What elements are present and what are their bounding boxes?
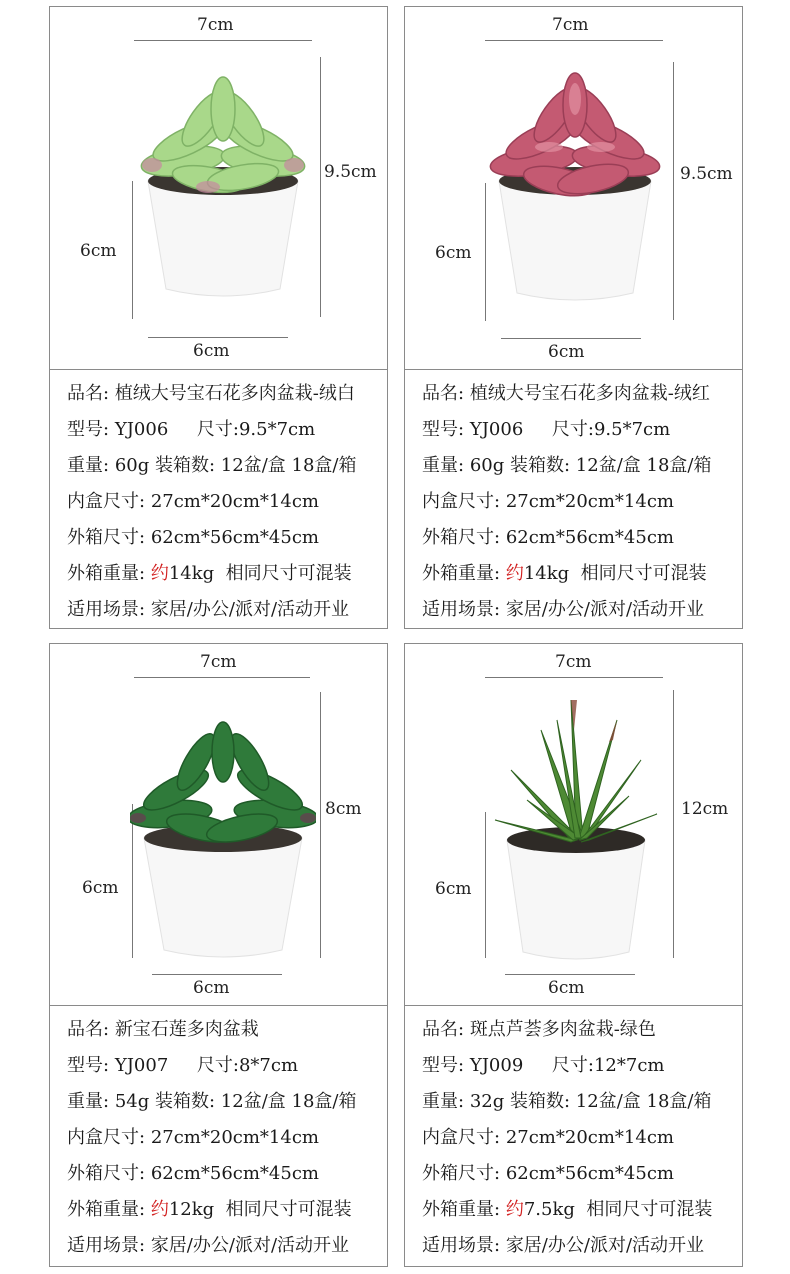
product-name: 新宝石莲多肉盆栽 [114, 1019, 259, 1040]
model-label: 型号: [67, 1055, 110, 1076]
name-label: 品名: [422, 383, 465, 404]
weight-label: 重量: [67, 1091, 110, 1112]
scene-value: 家居/办公/派对/活动开业 [505, 1235, 705, 1256]
succulent-plant-image [489, 69, 661, 305]
scene-value: 家居/办公/派对/活动开业 [150, 599, 350, 620]
model-value: YJ009 [469, 1055, 524, 1076]
spec-outer-weight [422, 1192, 742, 1228]
product-name: 植绒大号宝石花多肉盆栽-绒红 [469, 383, 710, 404]
product-card-3 [49, 643, 388, 1267]
approx-mark: 约 [150, 563, 169, 584]
spec-name [422, 376, 742, 412]
spec-scene [67, 592, 387, 628]
spec-model [67, 1048, 387, 1084]
size-value: 12*7cm [593, 1055, 665, 1076]
product-photo [405, 644, 742, 1006]
size-label: 尺寸: [196, 419, 239, 440]
spec-list [405, 370, 742, 628]
spec-inner-box [67, 1120, 387, 1156]
scene-label: 适用场景: [67, 1235, 146, 1256]
scene-value: 家居/办公/派对/活动开业 [150, 1235, 350, 1256]
weight-value: 32g [469, 1091, 505, 1112]
dim-side: 12cm [681, 799, 729, 819]
product-card-2 [404, 6, 743, 629]
inner-value: 27cm*20cm*14cm [150, 1127, 319, 1148]
dim-top-line [134, 677, 310, 678]
dim-bottom-line [148, 337, 288, 338]
outer-weight-label: 外箱重量: [67, 563, 146, 584]
dim-top-line [134, 40, 312, 41]
scene-label: 适用场景: [422, 599, 501, 620]
approx-mark: 约 [150, 1199, 169, 1220]
outer-weight-value: 12kg [168, 1199, 215, 1220]
spec-weight [67, 448, 387, 484]
outer-weight-label: 外箱重量: [422, 563, 501, 584]
model-value: YJ006 [469, 419, 524, 440]
weight-value: 54g [114, 1091, 150, 1112]
mix-note: 相同尺寸可混装 [586, 1199, 713, 1220]
spec-name [67, 376, 387, 412]
product-photo [50, 644, 387, 1006]
dim-left: 6cm [435, 243, 472, 263]
model-label: 型号: [422, 1055, 465, 1076]
aloe-plant-image [491, 690, 661, 964]
pack-label: 装箱数: [509, 1091, 571, 1112]
spec-inner-box [67, 484, 387, 520]
succulent-plant-image [130, 718, 316, 964]
name-label: 品名: [67, 383, 110, 404]
outer-weight-value: 7.5kg [523, 1199, 575, 1220]
spec-list [50, 370, 387, 628]
spec-list [405, 1006, 742, 1266]
name-label: 品名: [67, 1019, 110, 1040]
spec-weight [67, 1084, 387, 1120]
dim-side: 9.5cm [680, 164, 733, 184]
spec-list [50, 1006, 387, 1266]
spec-inner-box [422, 484, 742, 520]
outer-value: 62cm*56cm*45cm [505, 1163, 674, 1184]
mix-note: 相同尺寸可混装 [225, 563, 352, 584]
weight-value: 60g [114, 455, 150, 476]
pack-value: 12盆/盒 18盒/箱 [575, 1091, 712, 1112]
weight-label: 重量: [422, 455, 465, 476]
approx-mark: 约 [505, 1199, 524, 1220]
size-value: 8*7cm [238, 1055, 299, 1076]
spec-weight [422, 1084, 742, 1120]
spec-outer-box [67, 520, 387, 556]
dim-side-line [673, 690, 674, 958]
size-label: 尺寸: [196, 1055, 239, 1076]
model-label: 型号: [67, 419, 110, 440]
spec-weight [422, 448, 742, 484]
dim-left-line [485, 812, 486, 958]
dim-bottom-line [152, 974, 282, 975]
product-name: 斑点芦荟多肉盆栽-绿色 [469, 1019, 656, 1040]
dim-left-line [132, 181, 133, 319]
outer-weight-label: 外箱重量: [67, 1199, 146, 1220]
pack-value: 12盆/盒 18盒/箱 [220, 1091, 357, 1112]
dim-top-line [485, 677, 663, 678]
spec-name [422, 1012, 742, 1048]
outer-value: 62cm*56cm*45cm [150, 527, 319, 548]
dim-side-line [320, 57, 321, 317]
mix-note: 相同尺寸可混装 [225, 1199, 352, 1220]
scene-label: 适用场景: [67, 599, 146, 620]
spec-name [67, 1012, 387, 1048]
dim-bottom: 6cm [548, 342, 585, 362]
inner-label: 内盒尺寸: [422, 491, 501, 512]
dim-top: 7cm [555, 652, 592, 672]
name-label: 品名: [422, 1019, 465, 1040]
product-name: 植绒大号宝石花多肉盆栽-绒白 [114, 383, 355, 404]
dim-side-line [673, 62, 674, 320]
outer-label: 外箱尺寸: [67, 527, 146, 548]
model-value: YJ006 [114, 419, 169, 440]
dim-bottom: 6cm [193, 978, 230, 998]
product-photo [405, 7, 742, 370]
dim-bottom: 6cm [193, 341, 230, 361]
dim-bottom-line [501, 338, 641, 339]
dim-bottom: 6cm [548, 978, 585, 998]
pack-value: 12盆/盒 18盒/箱 [220, 455, 357, 476]
outer-label: 外箱尺寸: [422, 1163, 501, 1184]
dim-top: 7cm [197, 15, 234, 35]
inner-label: 内盒尺寸: [67, 1127, 146, 1148]
spec-model [422, 412, 742, 448]
product-photo [50, 7, 387, 370]
dim-left: 6cm [80, 241, 117, 261]
inner-value: 27cm*20cm*14cm [505, 1127, 674, 1148]
pack-label: 装箱数: [509, 455, 571, 476]
spec-outer-weight [422, 556, 742, 592]
pack-value: 12盆/盒 18盒/箱 [575, 455, 712, 476]
outer-label: 外箱尺寸: [422, 527, 501, 548]
dim-top: 7cm [552, 15, 589, 35]
spec-scene [422, 592, 742, 628]
spec-scene [67, 1228, 387, 1264]
pack-label: 装箱数: [154, 1091, 216, 1112]
outer-label: 外箱尺寸: [67, 1163, 146, 1184]
dim-side: 9.5cm [324, 162, 377, 182]
approx-mark: 约 [505, 563, 524, 584]
spec-inner-box [422, 1120, 742, 1156]
succulent-plant-image [138, 69, 308, 301]
dim-left: 6cm [82, 878, 119, 898]
pack-label: 装箱数: [154, 455, 216, 476]
dim-side-line [320, 692, 321, 958]
spec-model [422, 1048, 742, 1084]
spec-outer-box [422, 520, 742, 556]
dim-left-line [485, 183, 486, 321]
inner-value: 27cm*20cm*14cm [150, 491, 319, 512]
model-value: YJ007 [114, 1055, 169, 1076]
scene-label: 适用场景: [422, 1235, 501, 1256]
product-card-4 [404, 643, 743, 1267]
spec-outer-box [422, 1156, 742, 1192]
mix-note: 相同尺寸可混装 [580, 563, 707, 584]
size-value: 9.5*7cm [593, 419, 671, 440]
outer-weight-label: 外箱重量: [422, 1199, 501, 1220]
spec-outer-weight [67, 556, 387, 592]
dim-top-line [485, 40, 663, 41]
outer-value: 62cm*56cm*45cm [150, 1163, 319, 1184]
size-value: 9.5*7cm [238, 419, 316, 440]
model-label: 型号: [422, 419, 465, 440]
dim-top: 7cm [200, 652, 237, 672]
outer-weight-value: 14kg [523, 563, 570, 584]
inner-label: 内盒尺寸: [422, 1127, 501, 1148]
dim-bottom-line [505, 974, 635, 975]
weight-value: 60g [469, 455, 505, 476]
spec-outer-weight [67, 1192, 387, 1228]
dim-left: 6cm [435, 879, 472, 899]
inner-value: 27cm*20cm*14cm [505, 491, 674, 512]
outer-weight-value: 14kg [168, 563, 215, 584]
spec-model [67, 412, 387, 448]
spec-scene [422, 1228, 742, 1264]
size-label: 尺寸: [551, 1055, 594, 1076]
product-card-1 [49, 6, 388, 629]
size-label: 尺寸: [551, 419, 594, 440]
weight-label: 重量: [422, 1091, 465, 1112]
inner-label: 内盒尺寸: [67, 491, 146, 512]
spec-outer-box [67, 1156, 387, 1192]
scene-value: 家居/办公/派对/活动开业 [505, 599, 705, 620]
weight-label: 重量: [67, 455, 110, 476]
outer-value: 62cm*56cm*45cm [505, 527, 674, 548]
dim-side: 8cm [325, 799, 362, 819]
